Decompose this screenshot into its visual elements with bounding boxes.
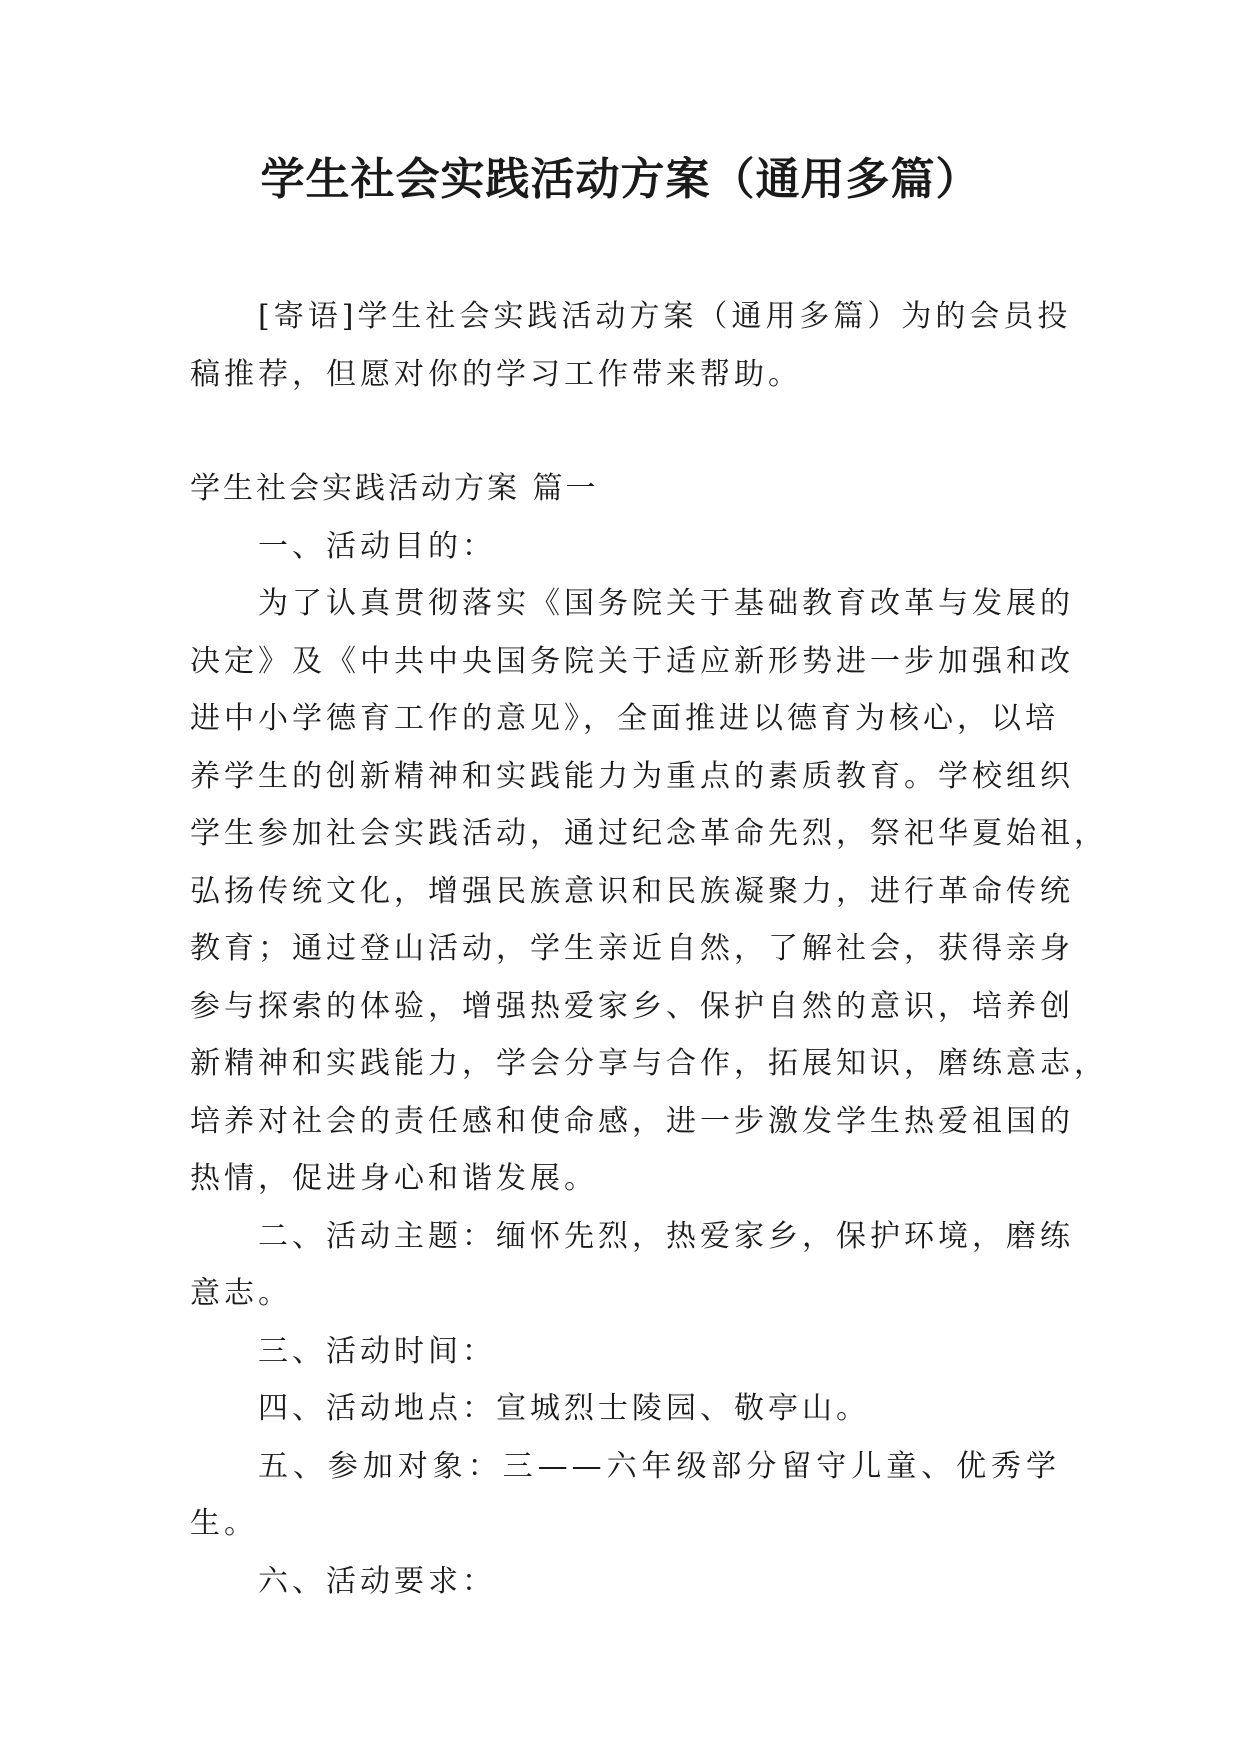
purpose-line: 养学生的创新精神和实践能力为重点的素质教育。学校组织 bbox=[190, 758, 1074, 794]
purpose-line: 教育；通过登山活动，学生亲近自然，了解社会，获得亲身 bbox=[190, 931, 1074, 966]
purpose-paragraph bbox=[190, 575, 1108, 1208]
preface-line: 稿推荐，但愿对你的学习工作带来帮助。 bbox=[190, 356, 802, 392]
purpose-line: 培养对社会的责任感和使命感，进一步激发学生热爱祖国的 bbox=[190, 1103, 1074, 1139]
item-requirements: 六、活动要求： bbox=[258, 1563, 496, 1599]
item-location: 四、活动地点：宣城烈士陵园、敬亭山。 bbox=[258, 1391, 870, 1426]
purpose-line: 弘扬传统文化，增强民族意识和民族凝聚力，进行革命传统 bbox=[190, 873, 1074, 909]
theme-line: 二、活动主题：缅怀先烈，热爱家乡，保护环境，磨练 bbox=[258, 1218, 1074, 1254]
item-time: 三、活动时间： bbox=[258, 1333, 496, 1369]
purpose-line: 热情，促进身心和谐发展。 bbox=[190, 1161, 598, 1196]
item-participants: 五、参加对象：三——六年级部分留守儿童、优秀学生。 bbox=[190, 1448, 1060, 1541]
purpose-line: 新精神和实践能力，学会分享与合作，拓展知识，磨练意志， bbox=[190, 1046, 1108, 1081]
item-heading: 一、活动目的： bbox=[258, 528, 496, 564]
section-heading: 学生社会实践活动方案 篇一 bbox=[190, 471, 599, 506]
preface-line: [寄语]学生社会实践活动方案（通用多篇）为的会员投 bbox=[258, 299, 1072, 334]
purpose-line: 进中小学德育工作的意见》，全面推进以德育为核心，以培 bbox=[190, 701, 1059, 736]
preface-paragraph bbox=[190, 288, 1072, 403]
purpose-line: 学生参加社会实践活动，通过纪念革命先烈，祭祀华夏始祖， bbox=[190, 816, 1108, 851]
document-body bbox=[190, 288, 1108, 1610]
document-title: 学生社会实践活动方案（通用多篇） bbox=[260, 154, 981, 205]
theme-paragraph bbox=[190, 1208, 1074, 1323]
purpose-line: 决定》及《中共中央国务院关于适应新形势进一步加强和改 bbox=[190, 643, 1074, 679]
theme-line: 意志。 bbox=[190, 1276, 292, 1311]
purpose-line: 为了认真贯彻落实《国务院关于基础教育改革与发展的 bbox=[258, 586, 1074, 621]
purpose-line: 参与探索的体验，增强热爱家乡、保护自然的意识，培养创 bbox=[190, 988, 1074, 1024]
